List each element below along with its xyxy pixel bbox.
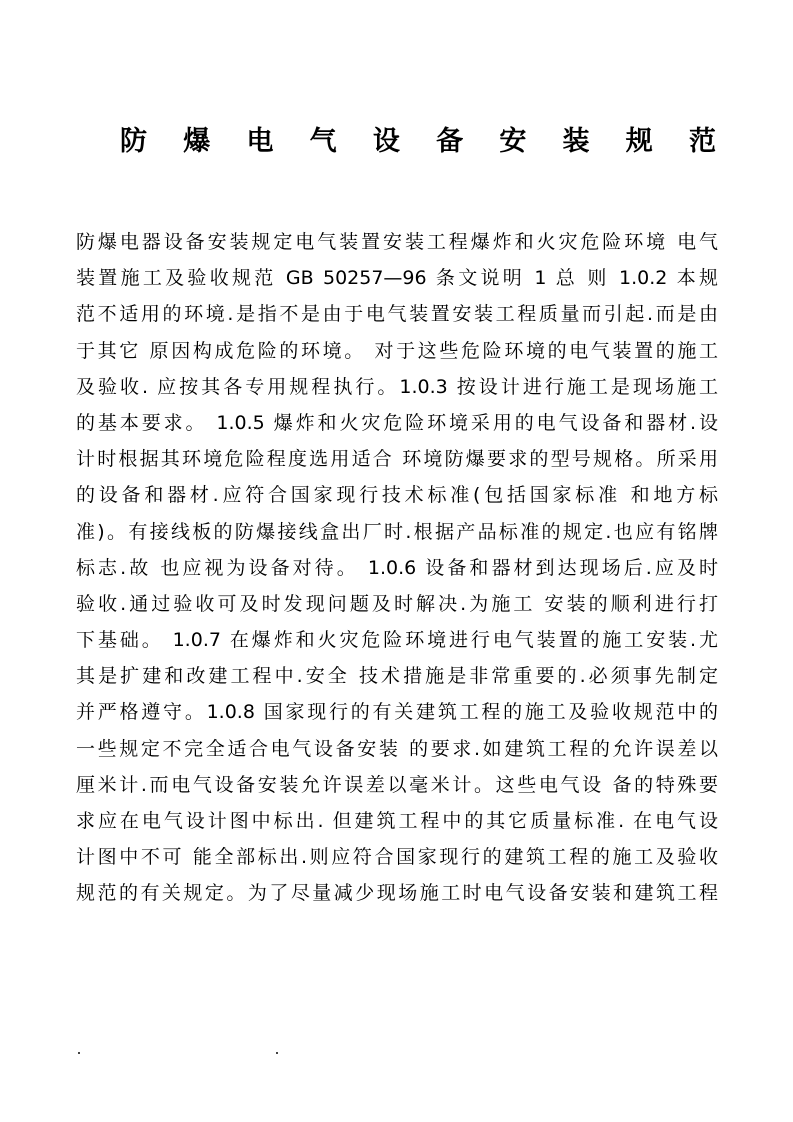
title-char: 电 <box>246 125 274 157</box>
title-char: 装 <box>562 125 590 157</box>
body-line: 准)。有接线板的防爆接线盒出厂时.根据产品标准的规定.也应有铭牌 <box>76 520 718 543</box>
body-line: 验收.通过验收可及时发现问题及时解决.为施工 安装的顺利进行打 <box>76 592 718 615</box>
body-text <box>76 224 718 912</box>
title-char: 设 <box>372 125 400 157</box>
body-line: 厘米计.而电气设备安装允许误差以毫米计。这些电气设 备的特殊要 <box>76 773 718 796</box>
title-char: 范 <box>688 125 716 157</box>
title-char: 备 <box>436 125 464 157</box>
body-line: 及验收. 应按其各专用规程执行。1.0.3 按设计进行施工是现场施工 <box>76 375 718 398</box>
body-line: 规范的有关规定。为了尽量减少现场施工时电气设备安装和建筑工程 <box>76 882 718 905</box>
title-char: 气 <box>309 125 337 157</box>
body-line: 的基本要求。 1.0.5 爆炸和火灾危险环境采用的电气设备和器材.设 <box>76 411 718 434</box>
body-line: 并严格遵守。1.0.8 国家现行的有关建筑工程的施工及验收规范中的 <box>76 701 718 724</box>
body-line: 装置施工及验收规范 GB 50257—96 条文说明 1 总 则 1.0.2 本规 <box>76 267 718 290</box>
body-line: 范不适用的环境.是指不是由于电气装置安装工程质量而引起.而是由 <box>76 303 718 326</box>
title-char: 安 <box>499 125 527 157</box>
body-line: 计图中不可 能全部标出.则应符合国家现行的建筑工程的施工及验收 <box>76 846 718 869</box>
body-line: 其是扩建和改建工程中.安全 技术措施是非常重要的.必须事先制定 <box>76 665 718 688</box>
title-char: 爆 <box>183 125 211 157</box>
body-line: 防爆电器设备安装规定电气装置安装工程爆炸和火灾危险环境 电气 <box>76 231 718 253</box>
body-line: 于其它 原因构成危险的环境。 对于这些危险环境的电气装置的施工 <box>76 339 718 362</box>
footer-dot <box>276 1052 278 1054</box>
body-line: 下基础。 1.0.7 在爆炸和火灾危险环境进行电气装置的施工安装.尤 <box>76 629 718 652</box>
body-line: 标志.故 也应视为设备对待。 1.0.6 设备和器材到达现场后.应及时 <box>76 556 718 579</box>
title-char: 防 <box>120 125 147 157</box>
body-line: 求应在电气设计图中标出. 但建筑工程中的其它质量标准. 在电气设 <box>76 810 718 832</box>
footer-dot <box>78 1052 80 1054</box>
body-line: 一些规定不完全适合电气设备安装 的要求.如建筑工程的允许误差以 <box>76 737 718 760</box>
body-line: 的设备和器材.应符合国家现行技术标准(包括国家标准 和地方标 <box>76 484 718 507</box>
title-char: 规 <box>625 125 653 157</box>
document-title <box>76 118 716 158</box>
body-line: 计时根据其环境危险程度选用适合 环境防爆要求的型号规格。所采用 <box>76 448 718 471</box>
